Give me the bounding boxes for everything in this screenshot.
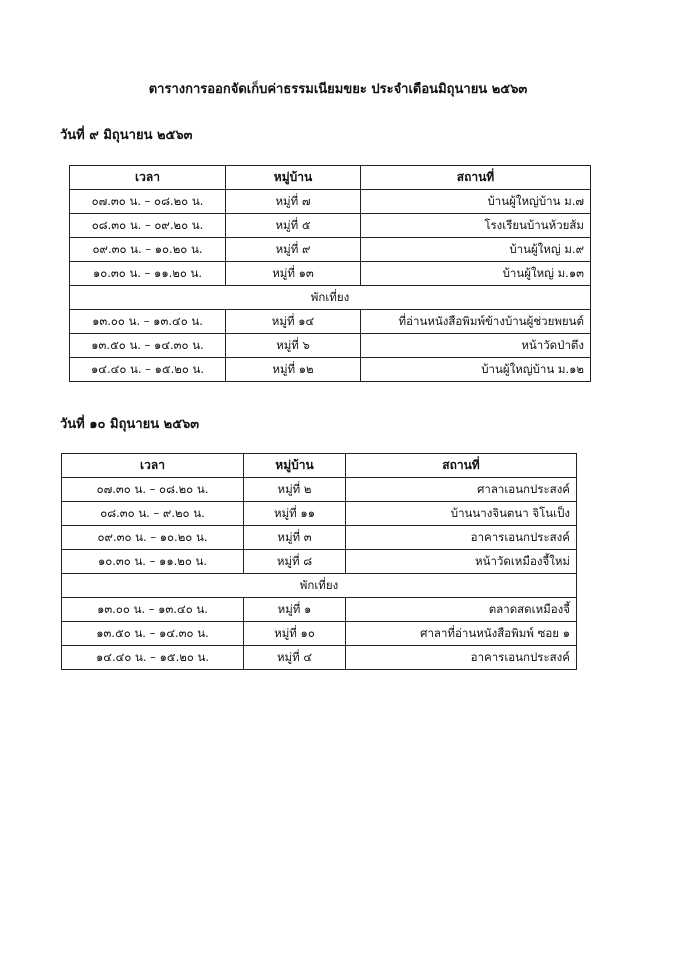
- table-row: [62, 502, 577, 526]
- table-row: [70, 358, 591, 382]
- village-cell: หมู่ที่ ๑๐: [244, 622, 346, 646]
- day-heading: วันที่ ๙ มิถุนายน ๒๕๖๓: [60, 128, 193, 143]
- village-cell: หมู่ที่ ๑๔: [226, 310, 361, 334]
- column-header-place: สถานที่: [346, 454, 577, 478]
- table-row: [62, 622, 577, 646]
- column-header-village: หมู่บ้าน: [226, 166, 361, 190]
- schedule-table: [69, 165, 591, 382]
- day-heading: วันที่ ๑๐ มิถุนายน ๒๕๖๓: [60, 417, 200, 432]
- place-cell: อาคารเอนกประสงค์: [346, 526, 577, 550]
- document-title: ตารางการออกจัดเก็บค่าธรรมเนียมขยะ ประจำเดือนมิถุนายน ๒๕๖๓: [148, 82, 528, 97]
- place-cell: บ้านผู้ใหญ่ ม.๙: [361, 238, 591, 262]
- village-cell: หมู่ที่ ๔: [244, 646, 346, 670]
- place-cell: ตลาดสดเหมืองจี้: [346, 598, 577, 622]
- village-cell: หมู่ที่ ๑๒: [226, 358, 361, 382]
- table-row: [70, 214, 591, 238]
- place-cell: อาคารเอนกประสงค์: [346, 646, 577, 670]
- column-header-place: สถานที่: [361, 166, 591, 190]
- village-cell: หมู่ที่ ๕: [226, 214, 361, 238]
- place-cell: บ้านผู้ใหญ่ ม.๑๓: [361, 262, 591, 286]
- village-cell: หมู่ที่ ๓: [244, 526, 346, 550]
- table-row: [70, 334, 591, 358]
- time-cell: ๑๓.๕๐ น. – ๑๔.๓๐ น.: [62, 622, 244, 646]
- table-row: [62, 646, 577, 670]
- place-cell: ที่อ่านหนังสือพิมพ์ข้างบ้านผู้ช่วยพยนต์: [361, 310, 591, 334]
- table-row: [70, 310, 591, 334]
- table-row: [70, 262, 591, 286]
- time-cell: ๐๗.๓๐ น. – ๐๘.๒๐ น.: [62, 478, 244, 502]
- column-header-village: หมู่บ้าน: [244, 454, 346, 478]
- time-cell: ๑๓.๐๐ น. – ๑๓.๔๐ น.: [70, 310, 226, 334]
- time-cell: ๐๙.๓๐ น. – ๑๐.๒๐ น.: [62, 526, 244, 550]
- village-cell: หมู่ที่ ๑: [244, 598, 346, 622]
- table-row: [62, 478, 577, 502]
- time-cell: ๑๓.๐๐ น. – ๑๓.๔๐ น.: [62, 598, 244, 622]
- time-cell: ๑๔.๔๐ น. – ๑๕.๒๐ น.: [70, 358, 226, 382]
- place-cell: ศาลาเอนกประสงค์: [346, 478, 577, 502]
- village-cell: หมู่ที่ ๒: [244, 478, 346, 502]
- table-row: [70, 238, 591, 262]
- place-cell: โรงเรียนบ้านห้วยส้ม: [361, 214, 591, 238]
- table-header-row: [62, 454, 577, 478]
- column-header-time: เวลา: [70, 166, 226, 190]
- village-cell: หมู่ที่ ๗: [226, 190, 361, 214]
- place-cell: หน้าวัดป่าตึง: [361, 334, 591, 358]
- table-header-row: [70, 166, 591, 190]
- lunch-break-row: [70, 286, 591, 310]
- village-cell: หมู่ที่ ๙: [226, 238, 361, 262]
- lunch-break-row: [62, 574, 577, 598]
- village-cell: หมู่ที่ ๑๓: [226, 262, 361, 286]
- place-cell: หน้าวัดเหมืองจี้ใหม่: [346, 550, 577, 574]
- column-header-time: เวลา: [62, 454, 244, 478]
- time-cell: ๐๘.๓๐ น. – ๐๙.๒๐ น.: [70, 214, 226, 238]
- time-cell: ๑๔.๔๐ น. – ๑๕.๒๐ น.: [62, 646, 244, 670]
- table-row: [62, 598, 577, 622]
- lunch-break-label: พักเที่ยง: [70, 286, 591, 310]
- table-row: [70, 190, 591, 214]
- place-cell: ศาลาที่อ่านหนังสือพิมพ์ ซอย ๑: [346, 622, 577, 646]
- place-cell: บ้านนางจินตนา จิโนเป็ง: [346, 502, 577, 526]
- village-cell: หมู่ที่ ๘: [244, 550, 346, 574]
- place-cell: บ้านผู้ใหญ่บ้าน ม.๗: [361, 190, 591, 214]
- time-cell: ๐๘.๓๐ น. – ๙.๒๐ น.: [62, 502, 244, 526]
- place-cell: บ้านผู้ใหญ่บ้าน ม.๑๒: [361, 358, 591, 382]
- village-cell: หมู่ที่ ๑๑: [244, 502, 346, 526]
- time-cell: ๑๐.๓๐ น. – ๑๑.๒๐ น.: [70, 262, 226, 286]
- village-cell: หมู่ที่ ๖: [226, 334, 361, 358]
- time-cell: ๑๓.๕๐ น. – ๑๔.๓๐ น.: [70, 334, 226, 358]
- table-row: [62, 526, 577, 550]
- time-cell: ๑๐.๓๐ น. – ๑๑.๒๐ น.: [62, 550, 244, 574]
- lunch-break-label: พักเที่ยง: [62, 574, 577, 598]
- schedule-table: [61, 453, 577, 670]
- table-row: [62, 550, 577, 574]
- time-cell: ๐๗.๓๐ น. – ๐๘.๒๐ น.: [70, 190, 226, 214]
- time-cell: ๐๙.๓๐ น. – ๑๐.๒๐ น.: [70, 238, 226, 262]
